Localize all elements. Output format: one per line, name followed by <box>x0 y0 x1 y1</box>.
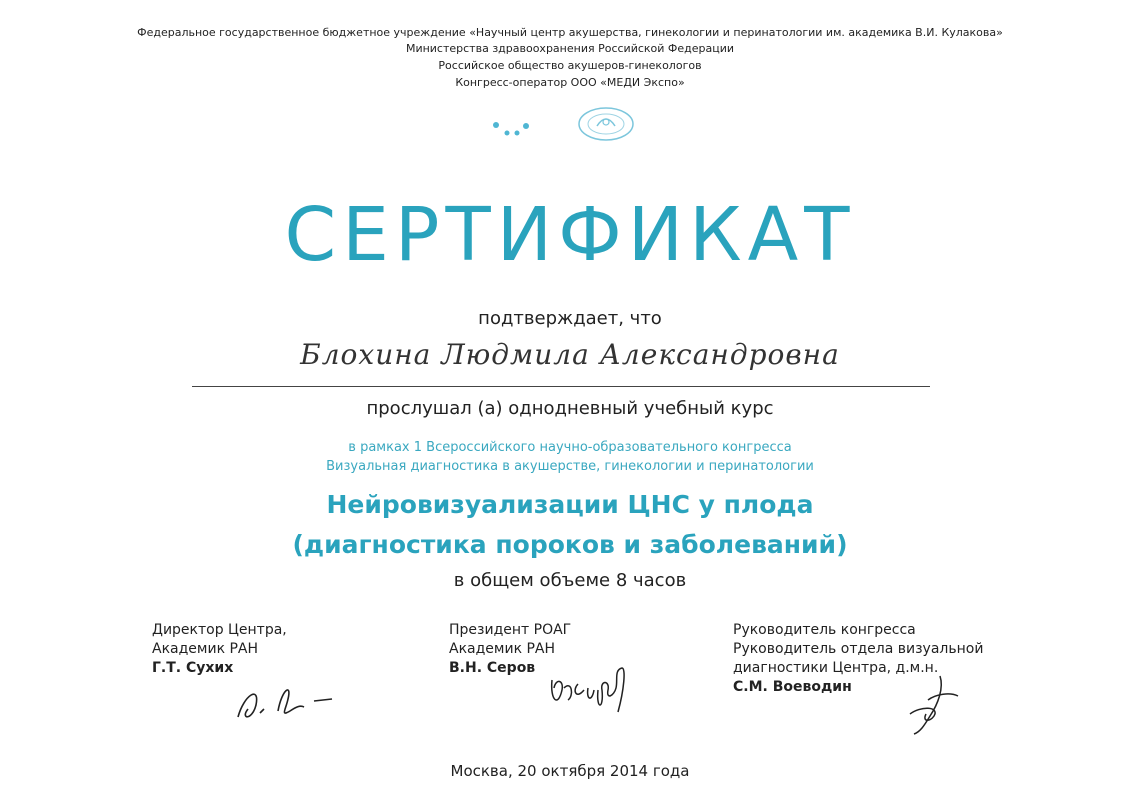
recipient-name: Блохина Людмила Александровна <box>300 338 840 371</box>
congress-logo-icon <box>490 118 530 140</box>
congress-line-1: в рамках 1 Всероссийского научно-образовательного конгресса <box>348 440 792 455</box>
handwritten-signature-icon <box>900 670 970 740</box>
header-ministry: Министерства здравоохранения Российской Федерации <box>405 42 735 55</box>
signer-role: Академик РАН <box>449 641 556 657</box>
course-text: прослушал (а) однодневный учебный курс <box>366 398 774 419</box>
signer-role: Руководитель отдела визуальной <box>733 641 984 657</box>
signer-name: С.М. Воеводин <box>733 679 852 695</box>
course-hours: в общем объеме 8 часов <box>453 570 687 591</box>
course-topic-line-1: Нейровизуализации ЦНС у плода <box>326 490 814 519</box>
name-underline <box>192 386 930 387</box>
signer-role: Руководитель конгресса <box>733 622 916 638</box>
place-and-date: Москва, 20 октября 2014 года <box>450 762 690 780</box>
signer-role: диагностики Центра, д.м.н. <box>733 660 939 676</box>
handwritten-signature-icon <box>544 660 644 720</box>
congress-line-2: Визуальная диагностика в акушерстве, гинекологии и перинатологии <box>326 459 814 474</box>
header-operator: Конгресс-оператор ООО «МЕДИ Экспо» <box>455 76 685 89</box>
header-society: Российское общество акушеров-гинекологов <box>438 59 702 72</box>
header-institution: Федеральное государственное бюджетное учреждение «Научный центр акушерства, гинекологии и перинатологии им. академика В.И. Кулакова» <box>137 26 1003 39</box>
signer-role: Директор Центра, <box>152 622 287 638</box>
society-emblem-icon <box>575 104 637 144</box>
course-topic-line-2: (диагностика пороков и заболеваний) <box>292 530 848 559</box>
signature-block-director <box>152 621 287 678</box>
signer-name: В.Н. Серов <box>449 660 536 676</box>
confirms-text: подтверждает, что <box>478 308 662 329</box>
signer-name: Г.Т. Сухих <box>152 660 234 676</box>
handwritten-signature-icon <box>230 675 340 725</box>
signer-role: Президент РОАГ <box>449 622 572 638</box>
certificate-title: СЕРТИФИКАТ <box>284 192 856 278</box>
signer-role: Академик РАН <box>152 641 259 657</box>
